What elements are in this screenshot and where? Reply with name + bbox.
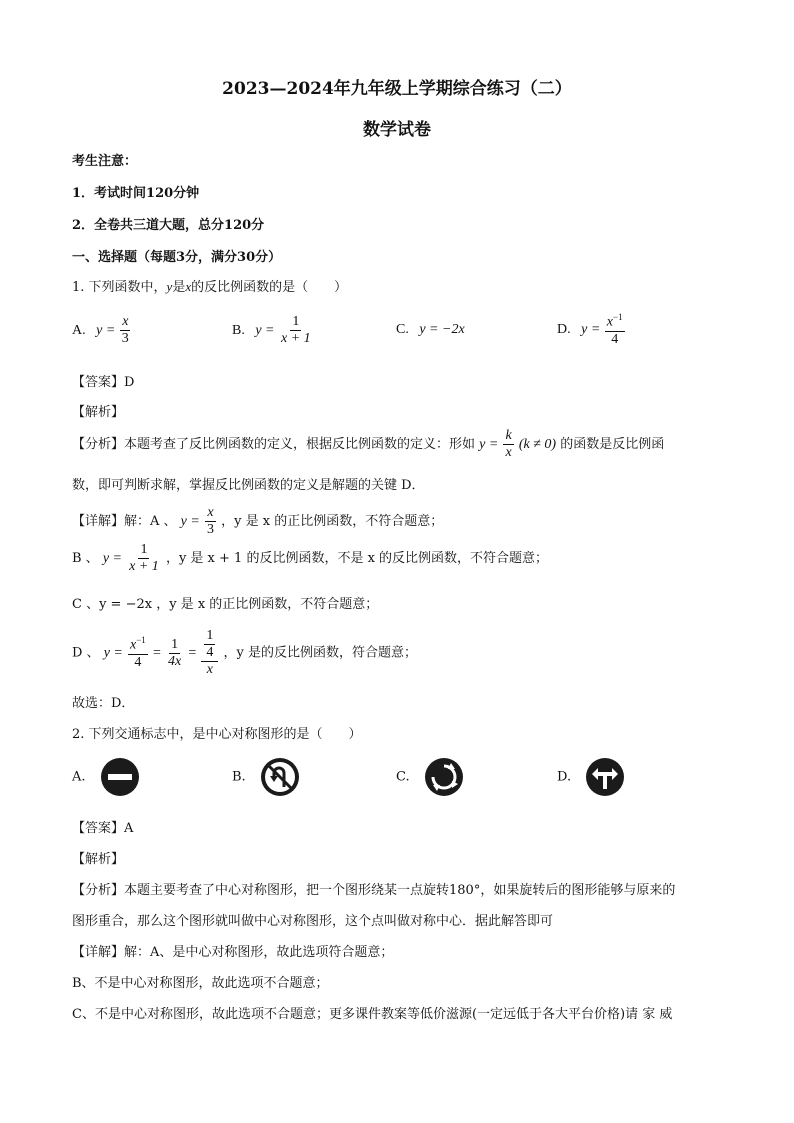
fraction-numerator: x <box>120 314 130 331</box>
q1-option-c <box>396 322 465 338</box>
fraction-numerator: 1 <box>138 542 149 559</box>
notice-item-1: 1．考试时间120分钟 <box>72 186 200 201</box>
q2-option-b <box>232 757 300 797</box>
text: 的函数是反比例函 <box>560 437 665 453</box>
fraction-numerator: 1 <box>204 628 215 645</box>
q1-stem-var-x: x <box>185 279 192 294</box>
section-heading: 一、选择题（每题3分，满分30分） <box>72 250 282 265</box>
q1-stem <box>72 276 347 295</box>
option-label: C. <box>396 322 409 337</box>
fraction-denominator: 3 <box>121 331 129 347</box>
fraction-numerator: x <box>205 505 215 522</box>
no-u-turn-sign-icon <box>260 757 300 797</box>
equation-lhs: y = <box>96 322 116 338</box>
q1-detail-a <box>72 505 443 538</box>
q2-fenxi-line1: 【分析】本题主要考查了中心对称图形，把一个图形绕某一点旋转180°，如果旋转后的图形能够与原来的 <box>72 883 676 898</box>
option-label: B. <box>232 322 245 338</box>
fraction <box>204 628 215 661</box>
q1-stem-var-y: y <box>166 279 173 294</box>
option-label: A. <box>72 769 86 785</box>
fraction-numerator: x <box>130 637 137 653</box>
option-label: B. <box>232 769 246 785</box>
q2-detail-a: 【详解】解：A、是中心对称图形，故此选项符合题意； <box>72 945 394 960</box>
text: D 、 <box>72 645 100 661</box>
equation-lhs: y = <box>102 551 122 567</box>
q1-option-b <box>232 314 314 347</box>
q1-stem-text: 是 <box>172 280 186 295</box>
fraction <box>205 505 216 538</box>
q2-fenxi-line2: 图形重合，那么这个图形就叫做中心对称图形，这个点叫做对称中心．据此解答即可 <box>72 914 554 929</box>
fraction <box>605 312 625 348</box>
q2-option-a <box>72 757 140 797</box>
fraction <box>166 637 183 670</box>
no-entry-sign-icon <box>100 757 140 797</box>
option-label: D. <box>557 769 572 785</box>
option-label: D. <box>557 322 571 338</box>
fraction-denominator: x + 1 <box>129 559 159 575</box>
option-label: A. <box>72 322 86 338</box>
fraction <box>279 314 313 347</box>
fraction <box>503 428 513 461</box>
equation-lhs: y = <box>479 437 499 453</box>
fraction <box>127 542 161 575</box>
fraction-denominator: 3 <box>206 522 214 538</box>
q1-option-d <box>557 312 626 348</box>
page-title: 2023—2024年九年级上学期综合练习（二） <box>222 79 572 99</box>
fraction-numerator: x <box>606 314 614 330</box>
q1-fenxi-line2: 数，即可判断求解，掌握反比例函数的定义是解题的关键 D． <box>72 478 425 493</box>
condition: (k ≠ 0) <box>518 437 557 453</box>
fraction-numerator: 1 <box>169 637 180 654</box>
fraction <box>201 628 218 678</box>
q1-detail-b <box>72 542 548 575</box>
fraction-numerator: 1 <box>290 314 301 331</box>
equation: y = −2x <box>419 322 465 337</box>
q1-analysis-label: 【解析】 <box>72 405 125 420</box>
q1-detail-c: C 、y = −2x ，y 是 x 的正比例函数，不符合题意； <box>72 597 379 612</box>
text: B 、 <box>72 551 99 567</box>
fraction-numerator: k <box>503 428 513 445</box>
q1-fenxi-line1 <box>72 428 664 461</box>
fraction <box>120 314 131 347</box>
fraction-denominator: 4x <box>168 653 182 669</box>
q2-detail-c: C、不是中心对称图形，故此选项不合题意；更多课件教案等低价滋源(一定远低于各大平台价格)请 家 威 <box>72 1007 673 1022</box>
fraction-denominator: 4 <box>206 645 214 661</box>
q1-detail-d: D 、 y = $\frac{x^{-1}}{4}$ = $\frac{1}{4x}$ = $\frac{\frac{1}{4}}{x}$ ，y 是的反比例函数，符合题意； <box>72 628 418 678</box>
notice-item-2: 2．全卷共三道大题，总分120分 <box>72 218 265 233</box>
option-label: C. <box>396 769 410 785</box>
page-subtitle: 数学试卷 <box>363 120 431 140</box>
equation-lhs: y = <box>180 514 200 530</box>
q2-option-d <box>557 757 625 797</box>
fraction-denominator: x + 1 <box>281 331 311 347</box>
exponent: −1 <box>613 312 623 322</box>
fraction-denominator: 4 <box>134 654 142 670</box>
turn-left-or-right-sign-icon <box>585 757 625 797</box>
q1-conclusion: 故选：D． <box>72 696 135 711</box>
q2-stem: 2. 下列交通标志中，是中心对称图形的是（ ） <box>72 727 362 742</box>
q1-option-a <box>72 314 132 347</box>
q1-stem-text: 1. 下列函数中， <box>72 280 167 295</box>
fraction <box>128 635 148 671</box>
q2-option-c <box>396 757 464 797</box>
equation-lhs: y = <box>255 322 275 338</box>
notice-heading: 考生注意： <box>72 154 138 169</box>
text: ，y 是 x + 1 的反比例函数，不是 x 的反比例函数，不符合题意； <box>165 551 549 567</box>
roundabout-sign-icon <box>424 757 464 797</box>
q1-answer: 【答案】D <box>72 375 135 390</box>
exponent: −1 <box>136 635 146 646</box>
q2-answer: 【答案】A <box>72 821 134 836</box>
q1-stem-text: 的反比例函数的是（ ） <box>191 280 348 295</box>
equation-lhs: y = <box>103 645 123 661</box>
fraction-denominator: x <box>505 445 512 461</box>
fraction-denominator: x <box>206 662 214 678</box>
equation-lhs: y = <box>581 322 601 338</box>
text: ，y 是 x 的正比例函数，不符合题意； <box>221 514 444 530</box>
q2-analysis-label: 【解析】 <box>72 852 125 867</box>
fraction-denominator: 4 <box>611 331 619 347</box>
text: ，y 是的反比例函数，符合题意； <box>223 645 418 661</box>
q2-detail-b: B、不是中心对称图形，故此选项不合题意； <box>72 976 329 991</box>
text: 【分析】本题考查了反比例函数的定义，根据反比例函数的定义：形如 <box>72 437 476 453</box>
text: 【详解】解：A 、 <box>72 514 177 530</box>
